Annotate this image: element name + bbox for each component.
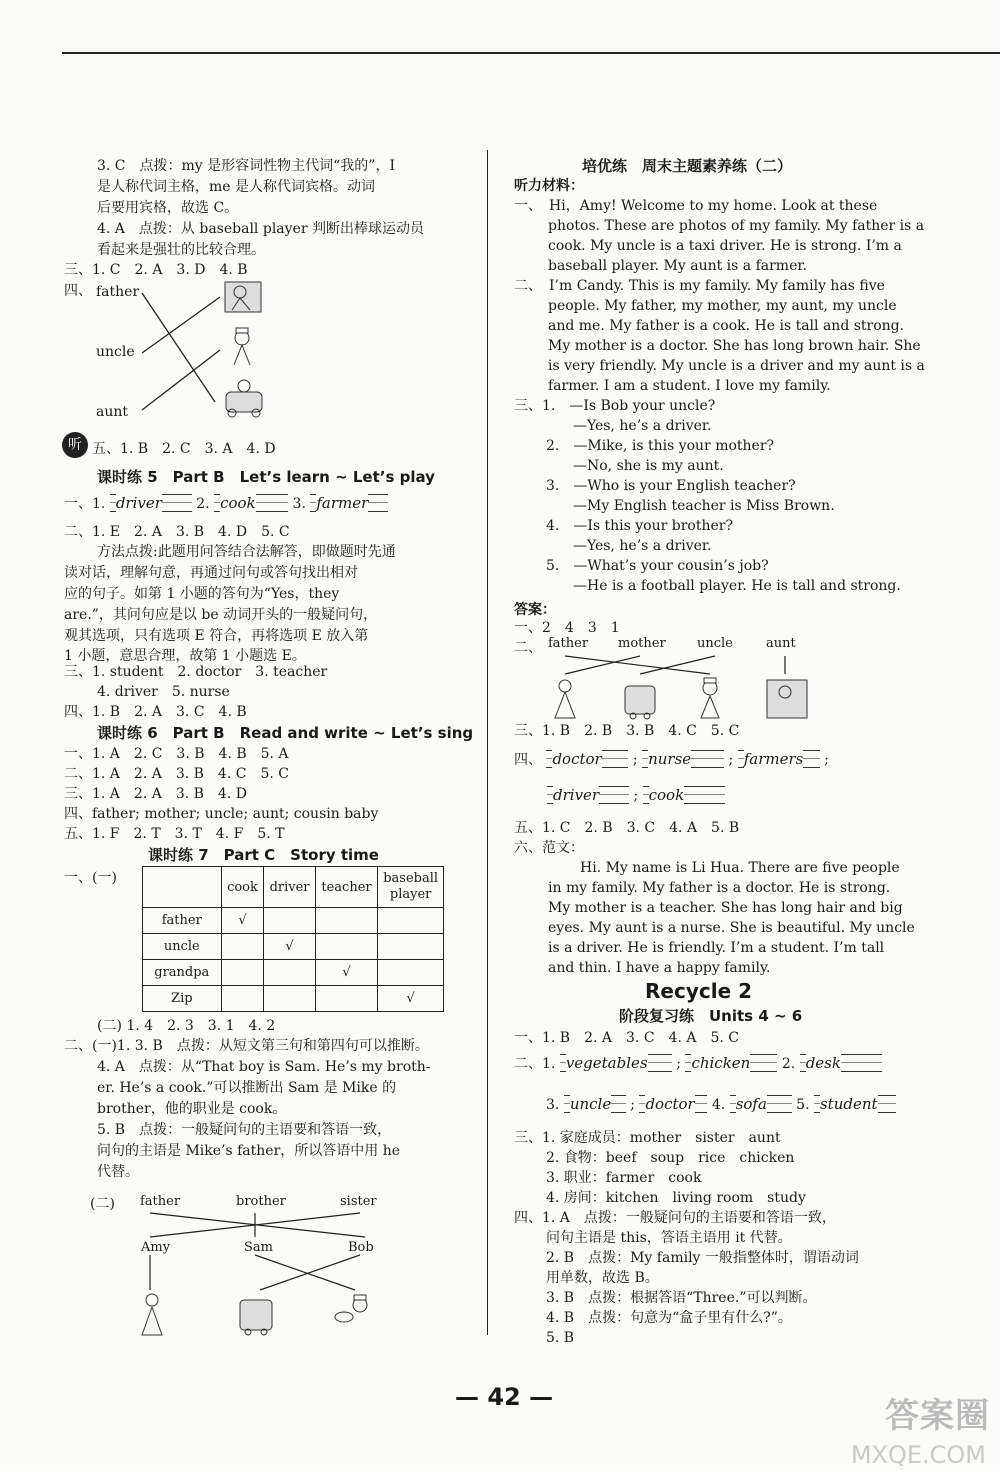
answer-line: 四、1. B 2. A 3. C 4. B: [64, 704, 247, 720]
script-line: baseball player. My aunt is a farmer.: [548, 258, 807, 274]
cook-picture-icon: [701, 678, 719, 718]
match-label: father: [548, 636, 589, 651]
answer-line: driver ; cook: [547, 786, 725, 806]
table-cell: grandpa: [143, 960, 222, 986]
table-cell: [378, 934, 444, 960]
table-cell: [315, 908, 378, 934]
answer-line: 二、1. A 2. A 3. B 4. C 5. C: [64, 766, 289, 782]
answer-line: 四、 doctor ; nurse ; farmers ;: [514, 750, 829, 768]
answer-line: 5. B 点拨：一般疑问句的主语要和答语一致，: [97, 1122, 392, 1138]
handwritten-answer: cook: [643, 786, 725, 804]
answer-line: 4. A 点拨：从“That boy is Sam. He’s my broth-: [97, 1059, 431, 1075]
answer-line: 4. A 点拨：从 baseball player 判断出棒球运动员: [97, 221, 424, 237]
answer-line: 看起来是强壮的比较合理。: [97, 242, 265, 258]
matching-lines-figure-3: [545, 652, 825, 722]
page-number: — 42 —: [455, 1383, 554, 1411]
answer-line: 三、1. A 2. A 3. B 4. D: [64, 786, 247, 802]
farmer-picture-icon: [225, 282, 261, 312]
column-divider: [487, 150, 488, 1335]
handwritten-answer: doctor: [639, 1095, 707, 1113]
script-line: My mother is a doctor. She has long brown hair. She: [548, 338, 921, 354]
section-heading: 培优练 周末主题素养练（二）: [582, 157, 793, 175]
bus-picture-icon: [240, 1300, 272, 1335]
answer-line: 后要用宾格，故选 C。: [97, 200, 239, 216]
section-heading: 听力材料：: [514, 178, 584, 194]
script-line: photos. These are photos of my family. My father is a: [548, 218, 925, 234]
listen-icon: 听: [62, 432, 88, 458]
table-cell: [264, 986, 315, 1012]
table-cell: [221, 986, 264, 1012]
handwritten-answer: chicken: [685, 1054, 777, 1072]
match-label: father: [140, 1194, 181, 1209]
script-line: —Yes, he’s a driver.: [573, 538, 712, 554]
match-label: uncle: [697, 636, 733, 651]
answer-line: 4. 房间：kitchen living room study: [546, 1190, 806, 1206]
answer-line: 方法点拨:此题用问答结合法解答，即做题时先通: [97, 544, 396, 560]
script-line: —My English teacher is Miss Brown.: [573, 498, 835, 514]
handwritten-answer: farmers: [738, 750, 820, 768]
match-label: Amy: [141, 1240, 171, 1255]
matching-lines-figure-2: [130, 1205, 390, 1340]
occupation-table: [142, 866, 444, 1012]
answer-line: 3. C 点拨：my 是形容词性物主代词“我的”，I: [97, 158, 395, 174]
answer-line: 2. 食物：beef soup rice chicken: [546, 1150, 795, 1166]
match-label: Sam: [244, 1240, 273, 1255]
answer-line: 2. B 点拨：My family 一般指整体时，谓语动词: [546, 1250, 859, 1266]
table-cell: [264, 908, 315, 934]
answer-line: er. He’s a cook.”可以推断出 Sam 是 Mike 的: [97, 1080, 397, 1096]
table-cell: √: [264, 934, 315, 960]
table-row: [143, 934, 444, 960]
table-cell: [264, 960, 315, 986]
answer-line: 四、father; mother; uncle; aunt; cousin baby: [64, 806, 379, 822]
answer-line: 代替。: [97, 1164, 139, 1180]
answer-line: are.”，其问句应是以 be 动词开头的一般疑问句，: [64, 607, 378, 623]
answer-line: 问句的主语是 Mike’s father，所以答语中用 he: [97, 1143, 401, 1159]
answer-line: (二) 1. 4 2. 3 3. 1 4. 2: [97, 1018, 276, 1034]
answer-line: 三、1. student 2. doctor 3. teacher: [64, 664, 328, 680]
section-heading: 答案：: [514, 602, 556, 618]
essay-line: is a driver. He is friendly. I’m a student. I’m tall: [548, 940, 885, 956]
right-column: [495, 0, 995, 1360]
script-line: 2. —Mike, is this your mother?: [546, 438, 775, 454]
answer-line: 4. driver 5. nurse: [97, 684, 230, 700]
match-label: father: [96, 284, 140, 300]
script-line: —He is a football player. He is tall and strong.: [573, 578, 901, 594]
table-cell: [378, 960, 444, 986]
match-label: mother: [618, 636, 666, 651]
table-cell: [143, 867, 222, 908]
answer-line: 一、2 4 3 1: [514, 620, 620, 636]
table-header-row: [143, 867, 444, 908]
table-cell: √: [378, 986, 444, 1012]
script-line: 二、 I’m Candy. This is my family. My family has five: [514, 278, 885, 294]
answer-line: 五、1. C 2. B 3. C 4. A 5. B: [514, 820, 740, 836]
answer-line: 3. uncle ; doctor 4. sofa 5. student: [546, 1095, 896, 1115]
script-line: cook. My uncle is a taxi driver. He is strong. I’m a: [548, 238, 902, 254]
left-column: [0, 0, 480, 1360]
handwritten-answer: cook: [214, 494, 288, 512]
script-line: 一、 Hi，Amy! Welcome to my home. Look at these: [514, 198, 878, 214]
answer-line: 一、1. driver 2. cook 3. farmer: [64, 494, 388, 514]
section-heading: 课时练 7 Part C Story time: [148, 846, 379, 864]
handwritten-answer: desk: [800, 1054, 882, 1072]
watermark-logo: 答案圈: [885, 1396, 990, 1436]
table-row: [143, 986, 444, 1012]
answer-line: 一、1. A 2. C 3. B 4. B 5. A: [64, 746, 289, 762]
section-heading: 阶段复习练 Units 4 ~ 6: [619, 1007, 803, 1025]
answer-line: (二): [90, 1196, 115, 1212]
handwritten-answer: farmer: [310, 494, 388, 512]
handwritten-answer: sofa: [730, 1095, 792, 1113]
section-heading: 课时练 6 Part B Read and write ~ Let’s sing: [97, 724, 474, 742]
table-cell: √: [221, 908, 264, 934]
table-cell: [315, 986, 378, 1012]
table-row: [143, 960, 444, 986]
answer-line: 1 小题，意思合理，故第 1 小题选 E。: [64, 648, 306, 664]
answer-line: 是人称代词主格，me 是人称代词宾格。动词: [97, 179, 376, 195]
answer-line: 六、范文：: [514, 840, 584, 856]
table-cell: uncle: [143, 934, 222, 960]
answer-line: 读对话，理解句意，再通过问句或答句找出相对: [64, 565, 358, 581]
script-line: people. My father, my mother, my aunt, my uncle: [548, 298, 897, 314]
answer-line: 二、: [514, 640, 542, 656]
answer-line: 二、(一)1. 3. B 点拨：从短文第三句和第四句可以推断。: [64, 1038, 429, 1054]
bus-picture-icon: [625, 686, 655, 719]
handwritten-answer: driver: [547, 786, 629, 804]
handwritten-answer: student: [814, 1095, 896, 1113]
answer-line: 4. B 点拨：句意为“盒子里有什么?”。: [546, 1310, 792, 1326]
handwritten-answer: vegetables: [560, 1054, 672, 1072]
table-cell: Zip: [143, 986, 222, 1012]
answer-line: 二、1. vegetables ; chicken 2. desk: [514, 1054, 882, 1074]
answer-line: 五、1. F 2. T 3. T 4. F 5. T: [64, 826, 285, 842]
answer-line: 3. 职业：farmer cook: [546, 1170, 702, 1186]
recycle-heading: Recycle 2: [645, 979, 753, 1003]
table-cell: baseball player: [378, 867, 444, 908]
match-label: aunt: [766, 636, 796, 651]
table-row: [143, 908, 444, 934]
table-cell: [221, 960, 264, 986]
answer-line: 观其选项，只有选项 E 符合，再将选项 E 放入第: [64, 628, 369, 644]
section-heading: 课时练 5 Part B Let’s learn ~ Let’s play: [97, 468, 435, 486]
essay-line: eyes. My aunt is a nurse. She is beautiful. My uncle: [548, 920, 915, 936]
script-line: is very friendly. My uncle is a driver and my aunt is a: [548, 358, 925, 374]
script-line: farmer. I am a student. I love my family.: [548, 378, 831, 394]
script-line: 三、1. —Is Bob your uncle?: [514, 398, 716, 414]
answer-line: 用单数，故选 B。: [546, 1270, 659, 1286]
farmer-picture-icon: [767, 680, 807, 718]
answer-line: 三、1. B 2. B 3. B 4. C 5. C: [514, 723, 740, 739]
answer-line: 3. B 点拨：根据答语“Three.”可以判断。: [546, 1290, 817, 1306]
table-cell: driver: [264, 867, 315, 908]
answer-line: 应的句子。如第 1 小题的答句为“Yes，they: [64, 586, 340, 602]
script-line: 3. —Who is your English teacher?: [546, 478, 796, 494]
table-cell: [221, 934, 264, 960]
table-cell: father: [143, 908, 222, 934]
handwritten-answer: uncle: [564, 1095, 626, 1113]
essay-line: Hi. My name is Li Hua. There are five people: [580, 860, 900, 876]
table-cell: √: [315, 960, 378, 986]
answer-line: 问句主语是 this，答语主语用 it 代替。: [546, 1230, 792, 1246]
doctor-picture-icon: [555, 680, 575, 718]
handwritten-answer: driver: [110, 494, 192, 512]
answer-line: 一、(一): [64, 870, 117, 886]
match-label: uncle: [96, 344, 135, 360]
match-label: Bob: [348, 1240, 374, 1255]
answer-line: 三、1. C 2. A 3. D 4. B: [64, 262, 248, 278]
table-cell: teacher: [315, 867, 378, 908]
handwritten-answer: doctor: [546, 750, 628, 768]
answer-line: 四、: [64, 283, 92, 299]
answer-line: 5. B: [546, 1330, 575, 1346]
match-label: aunt: [96, 404, 129, 420]
essay-line: and thin. I have a happy family.: [548, 960, 771, 976]
table-cell: [378, 908, 444, 934]
essay-line: My mother is a teacher. She has long hair and big: [548, 900, 903, 916]
essay-line: in my family. My father is a doctor. He is strong.: [548, 880, 891, 896]
script-line: —Yes, he’s a driver.: [573, 418, 712, 434]
cook-picture-icon: [335, 1295, 367, 1322]
script-line: 4. —Is this your brother?: [546, 518, 733, 534]
cook-picture-icon: [234, 328, 250, 365]
answer-line: 五、1. B 2. C 3. A 4. D: [92, 441, 276, 457]
watermark-url: MXQE.COM: [850, 1441, 986, 1469]
handwritten-answer: nurse: [642, 750, 724, 768]
script-line: 5. —What’s your cousin’s job?: [546, 558, 769, 574]
table-cell: cook: [221, 867, 264, 908]
answer-line: brother，他的职业是 cook。: [97, 1101, 287, 1117]
answer-line: 三、1. 家庭成员：mother sister aunt: [514, 1130, 781, 1146]
script-line: and me. My father is a cook. He is tall and strong.: [548, 318, 905, 334]
script-line: —No, she is my aunt.: [573, 458, 724, 474]
driver-picture-icon: [226, 380, 262, 417]
answer-line: 四、1. A 点拨：一般疑问句的主语要和答语一致，: [514, 1210, 836, 1226]
match-label: brother: [236, 1194, 286, 1209]
answer-line: 二、1. E 2. A 3. B 4. D 5. C: [64, 524, 290, 540]
answer-line: 一、1. B 2. A 3. C 4. A 5. C: [514, 1030, 739, 1046]
table-cell: [315, 934, 378, 960]
nurse-picture-icon: [142, 1294, 162, 1335]
matching-lines-figure: [140, 280, 270, 420]
match-label: sister: [340, 1194, 377, 1209]
